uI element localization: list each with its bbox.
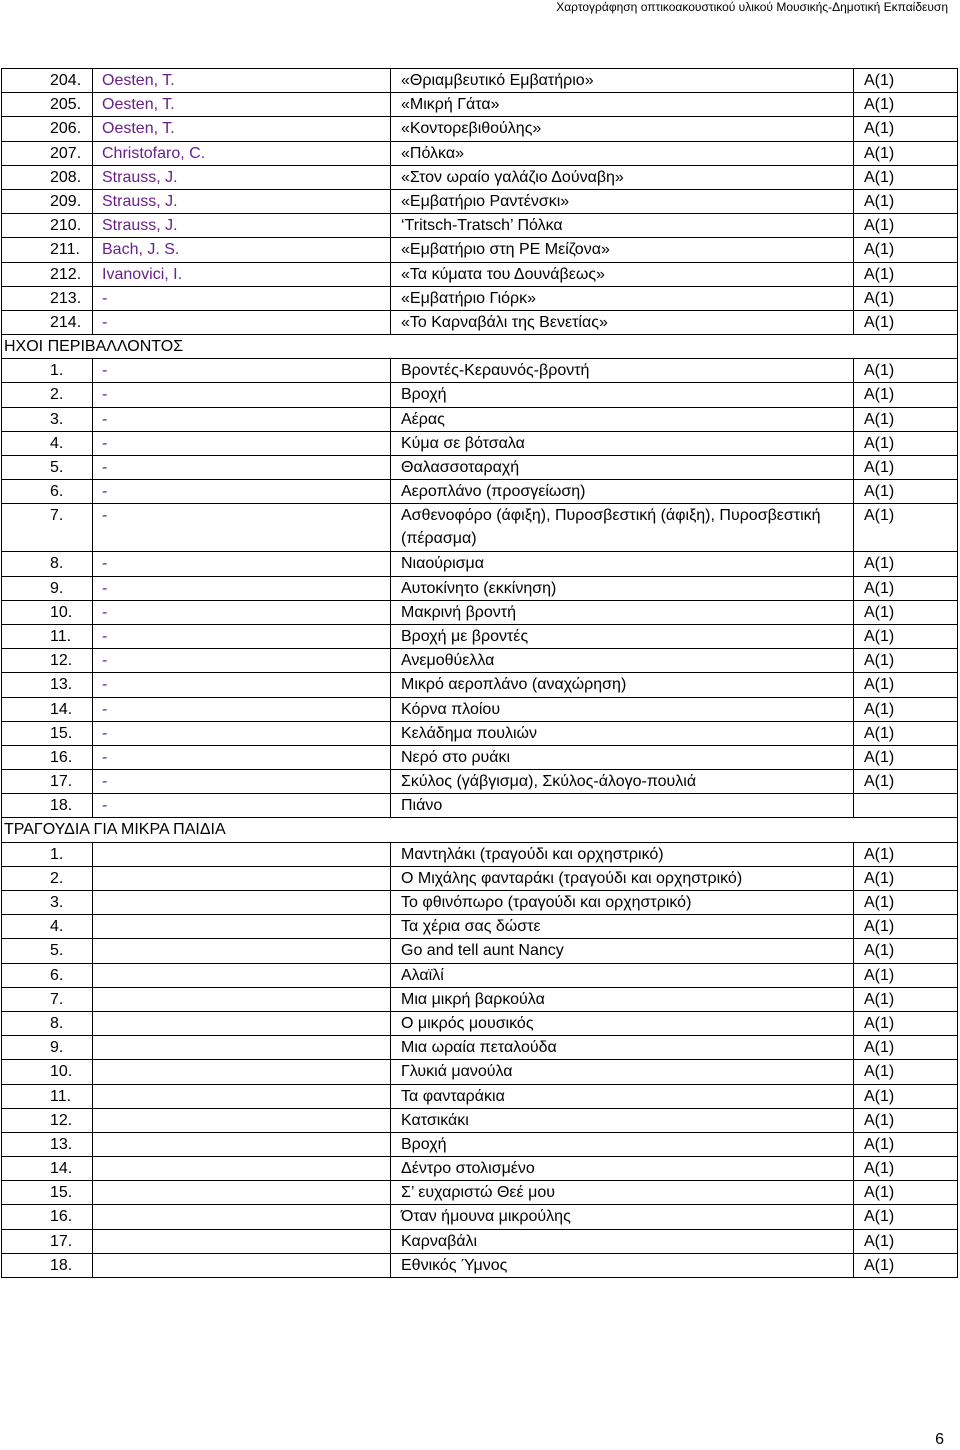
composer-name [93,939,391,963]
table-row [2,359,958,383]
composer-name: - [93,286,391,310]
rating-label: A(1) [854,770,958,794]
table-row [2,69,958,93]
table-row [2,1205,958,1229]
catalog-body [2,69,958,1278]
item-number: 13. [2,673,93,697]
table-row [2,480,958,504]
item-title: Αεροπλάνο (προσγείωση) [391,480,854,504]
item-title: «Μικρή Γάτα» [391,93,854,117]
rating-label: A(1) [854,842,958,866]
table-row [2,794,958,818]
item-title: Ασθενοφόρο (άφιξη), Πυροσβεστική (άφιξη), Πυροσβεστική (πέρασμα) [391,504,854,552]
item-number: 16. [2,1205,93,1229]
rating-label: A(1) [854,117,958,141]
item-number: 8. [2,552,93,576]
rating-label: A(1) [854,649,958,673]
item-number: 208. [2,165,93,189]
table-row [2,189,958,213]
item-title: Μαντηλάκι (τραγούδι και ορχηστρικό) [391,842,854,866]
rating-label: A(1) [854,141,958,165]
item-number: 212. [2,262,93,286]
item-title: Ο μικρός μουσικός [391,1011,854,1035]
composer-name: - [93,770,391,794]
rating-label: A(1) [854,697,958,721]
composer-name [93,1253,391,1277]
item-number: 10. [2,1060,93,1084]
composer-name [93,866,391,890]
rating-label: A(1) [854,310,958,334]
composer-name: Strauss, J. [93,189,391,213]
item-number: 16. [2,745,93,769]
item-number: 1. [2,359,93,383]
rating-label: A(1) [854,552,958,576]
composer-name [93,1205,391,1229]
rating-label: A(1) [854,915,958,939]
page-header: Χαρτογράφηση οπτικοακουστικού υλικού Μουσικής-Δημοτική Εκπαίδευση [556,0,948,14]
item-number: 209. [2,189,93,213]
rating-label: A(1) [854,480,958,504]
item-title: Go and tell aunt Nancy [391,939,854,963]
table-row [2,165,958,189]
composer-name [93,915,391,939]
composer-name [93,1036,391,1060]
table-row [2,576,958,600]
table-row [2,504,958,552]
rating-label: A(1) [854,165,958,189]
item-title: Σ’ ευχαριστώ Θεέ μου [391,1181,854,1205]
table-row [2,697,958,721]
composer-name: - [93,649,391,673]
rating-label: A(1) [854,383,958,407]
item-title: Τα χέρια σας δώστε [391,915,854,939]
table-row [2,1181,958,1205]
section-label: ΗΧΟΙ ΠΕΡΙΒΑΛΛΟΝΤΟΣ [2,335,958,359]
item-title: Το φθινόπωρο (τραγούδι και ορχηστρικό) [391,891,854,915]
item-title: ‘Tritsch-Tratsch’ Πόλκα [391,214,854,238]
item-title: Γλυκιά μανούλα [391,1060,854,1084]
table-row [2,1229,958,1253]
item-title: Θαλασσοταραχή [391,456,854,480]
rating-label: A(1) [854,721,958,745]
item-number: 15. [2,721,93,745]
item-number: 211. [2,238,93,262]
item-title: Μικρό αεροπλάνο (αναχώρηση) [391,673,854,697]
table-row [2,721,958,745]
item-number: 17. [2,770,93,794]
rating-label: A(1) [854,891,958,915]
table-row [2,117,958,141]
rating-label: A(1) [854,238,958,262]
rating-label: A(1) [854,939,958,963]
table-row [2,649,958,673]
table-row [2,383,958,407]
composer-name [93,1084,391,1108]
item-number: 4. [2,431,93,455]
table-row [2,1036,958,1060]
item-number: 5. [2,939,93,963]
item-number: 6. [2,480,93,504]
composer-name: Ivanovici, I. [93,262,391,286]
composer-name: - [93,456,391,480]
composer-name: - [93,431,391,455]
item-title: «Πόλκα» [391,141,854,165]
composer-name [93,1132,391,1156]
item-title: Βροχή [391,1132,854,1156]
item-number: 14. [2,1157,93,1181]
composer-name: - [93,624,391,648]
rating-label: A(1) [854,987,958,1011]
table-row [2,624,958,648]
item-title: Μια ωραία πεταλούδα [391,1036,854,1060]
item-number: 206. [2,117,93,141]
table-row [2,866,958,890]
item-number: 11. [2,624,93,648]
table-row [2,1084,958,1108]
composer-name: - [93,600,391,624]
rating-label: A(1) [854,189,958,213]
item-title: Αέρας [391,407,854,431]
item-number: 207. [2,141,93,165]
item-title: Αυτοκίνητο (εκκίνηση) [391,576,854,600]
composer-name: Oesten, T. [93,69,391,93]
item-number: 7. [2,987,93,1011]
table-row [2,987,958,1011]
composer-name: - [93,504,391,552]
item-title: Καρναβάλι [391,1229,854,1253]
catalog-table [1,68,958,1278]
item-title: Νερό στο ρυάκι [391,745,854,769]
item-title: «Κοντορεβιθούλης» [391,117,854,141]
table-row [2,456,958,480]
item-number: 12. [2,1108,93,1132]
composer-name: - [93,697,391,721]
item-number: 214. [2,310,93,334]
composer-name [93,963,391,987]
table-row [2,842,958,866]
table-row [2,1108,958,1132]
composer-name: - [93,310,391,334]
composer-name: - [93,383,391,407]
rating-label: A(1) [854,1205,958,1229]
composer-name: - [93,480,391,504]
table-row [2,431,958,455]
rating-label: A(1) [854,963,958,987]
table-row [2,1011,958,1035]
composer-name [93,1157,391,1181]
section-header-row [2,818,958,842]
composer-name [93,1229,391,1253]
rating-label: A(1) [854,262,958,286]
item-title: «Τα κύματα του Δουνάβεως» [391,262,854,286]
rating-label: A(1) [854,1253,958,1277]
item-number: 4. [2,915,93,939]
table-row [2,286,958,310]
item-title: «Εμβατήριο Ραντένσκι» [391,189,854,213]
rating-label: A(1) [854,866,958,890]
composer-name: - [93,673,391,697]
item-number: 5. [2,456,93,480]
item-title: Κελάδημα πουλιών [391,721,854,745]
item-number: 17. [2,1229,93,1253]
item-number: 1. [2,842,93,866]
item-title: Νιαούρισμα [391,552,854,576]
rating-label: A(1) [854,600,958,624]
item-title: Μια μικρή βαρκούλα [391,987,854,1011]
item-title: Εθνικός Ύμνος [391,1253,854,1277]
rating-label: A(1) [854,1036,958,1060]
item-number: 213. [2,286,93,310]
item-number: 6. [2,963,93,987]
table-row [2,214,958,238]
item-number: 12. [2,649,93,673]
item-title: «Το Καρναβάλι της Βενετίας» [391,310,854,334]
item-title: Σκύλος (γάβγισμα), Σκύλος-άλογο-πουλιά [391,770,854,794]
item-title: Κύμα σε βότσαλα [391,431,854,455]
item-number: 9. [2,576,93,600]
table-row [2,407,958,431]
table-row [2,600,958,624]
item-title: Κατσικάκι [391,1108,854,1132]
rating-label: A(1) [854,286,958,310]
rating-label: A(1) [854,1011,958,1035]
composer-name: Oesten, T. [93,117,391,141]
item-number: 10. [2,600,93,624]
item-number: 13. [2,1132,93,1156]
rating-label: A(1) [854,624,958,648]
item-title: Ο Μιχάλης φανταράκι (τραγούδι και ορχηστρικό) [391,866,854,890]
rating-label: A(1) [854,359,958,383]
table-row [2,1132,958,1156]
rating-label: A(1) [854,456,958,480]
rating-label: A(1) [854,1157,958,1181]
section-header-row [2,335,958,359]
item-title: Όταν ήμουνα μικρούλης [391,1205,854,1229]
composer-name [93,842,391,866]
table-row [2,238,958,262]
table-row [2,770,958,794]
composer-name: - [93,552,391,576]
item-number: 14. [2,697,93,721]
item-title: «Θριαμβευτικό Εμβατήριο» [391,69,854,93]
composer-name [93,1011,391,1035]
rating-label: A(1) [854,1229,958,1253]
composer-name: - [93,576,391,600]
composer-name: - [93,794,391,818]
item-number: 204. [2,69,93,93]
rating-label [854,794,958,818]
item-title: Κόρνα πλοίου [391,697,854,721]
page-number: 6 [935,1431,944,1448]
item-number: 18. [2,1253,93,1277]
rating-label: A(1) [854,745,958,769]
item-title: «Εμβατήριο στη ΡΕ Μείζονα» [391,238,854,262]
item-title: Βροντές-Κεραυνός-βροντή [391,359,854,383]
table-row [2,915,958,939]
item-title: Πιάνο [391,794,854,818]
table-row [2,310,958,334]
composer-name: Strauss, J. [93,214,391,238]
item-title: «Εμβατήριο Γιόρκ» [391,286,854,310]
item-title: Αλαϊλί [391,963,854,987]
section-label: ΤΡΑΓΟΥΔΙΑ ΓΙΑ ΜΙΚΡΑ ΠΑΙΔΙΑ [2,818,958,842]
table-row [2,141,958,165]
table-row [2,93,958,117]
item-title: Μακρινή βροντή [391,600,854,624]
composer-name: Christofaro, C. [93,141,391,165]
item-number: 3. [2,891,93,915]
table-row [2,891,958,915]
item-number: 2. [2,383,93,407]
rating-label: A(1) [854,576,958,600]
composer-name: Bach, J. S. [93,238,391,262]
item-number: 11. [2,1084,93,1108]
composer-name: Strauss, J. [93,165,391,189]
rating-label: A(1) [854,1181,958,1205]
rating-label: A(1) [854,673,958,697]
composer-name: - [93,407,391,431]
table-row [2,963,958,987]
table-row [2,1157,958,1181]
table-row [2,552,958,576]
table-row [2,262,958,286]
table-row [2,673,958,697]
item-number: 2. [2,866,93,890]
item-number: 205. [2,93,93,117]
table-row [2,1253,958,1277]
item-title: Τα φανταράκια [391,1084,854,1108]
item-title: Ανεμοθύελλα [391,649,854,673]
rating-label: A(1) [854,1132,958,1156]
composer-name: - [93,745,391,769]
rating-label: A(1) [854,93,958,117]
rating-label: A(1) [854,1060,958,1084]
rating-label: A(1) [854,407,958,431]
composer-name: - [93,359,391,383]
item-number: 9. [2,1036,93,1060]
item-title: Βροχή [391,383,854,407]
composer-name: Oesten, T. [93,93,391,117]
composer-name [93,1181,391,1205]
item-number: 7. [2,504,93,552]
item-title: Δέντρο στολισμένο [391,1157,854,1181]
rating-label: A(1) [854,69,958,93]
rating-label: A(1) [854,214,958,238]
table-row [2,939,958,963]
rating-label: A(1) [854,1084,958,1108]
composer-name: - [93,721,391,745]
item-title: «Στον ωραίο γαλάζιο Δούναβη» [391,165,854,189]
item-number: 8. [2,1011,93,1035]
composer-name [93,1060,391,1084]
composer-name [93,987,391,1011]
item-number: 3. [2,407,93,431]
rating-label: A(1) [854,431,958,455]
item-title: Βροχή με βροντές [391,624,854,648]
composer-name [93,1108,391,1132]
table-row [2,745,958,769]
table-row [2,1060,958,1084]
item-number: 18. [2,794,93,818]
rating-label: A(1) [854,504,958,552]
rating-label: A(1) [854,1108,958,1132]
composer-name [93,891,391,915]
item-number: 15. [2,1181,93,1205]
item-number: 210. [2,214,93,238]
